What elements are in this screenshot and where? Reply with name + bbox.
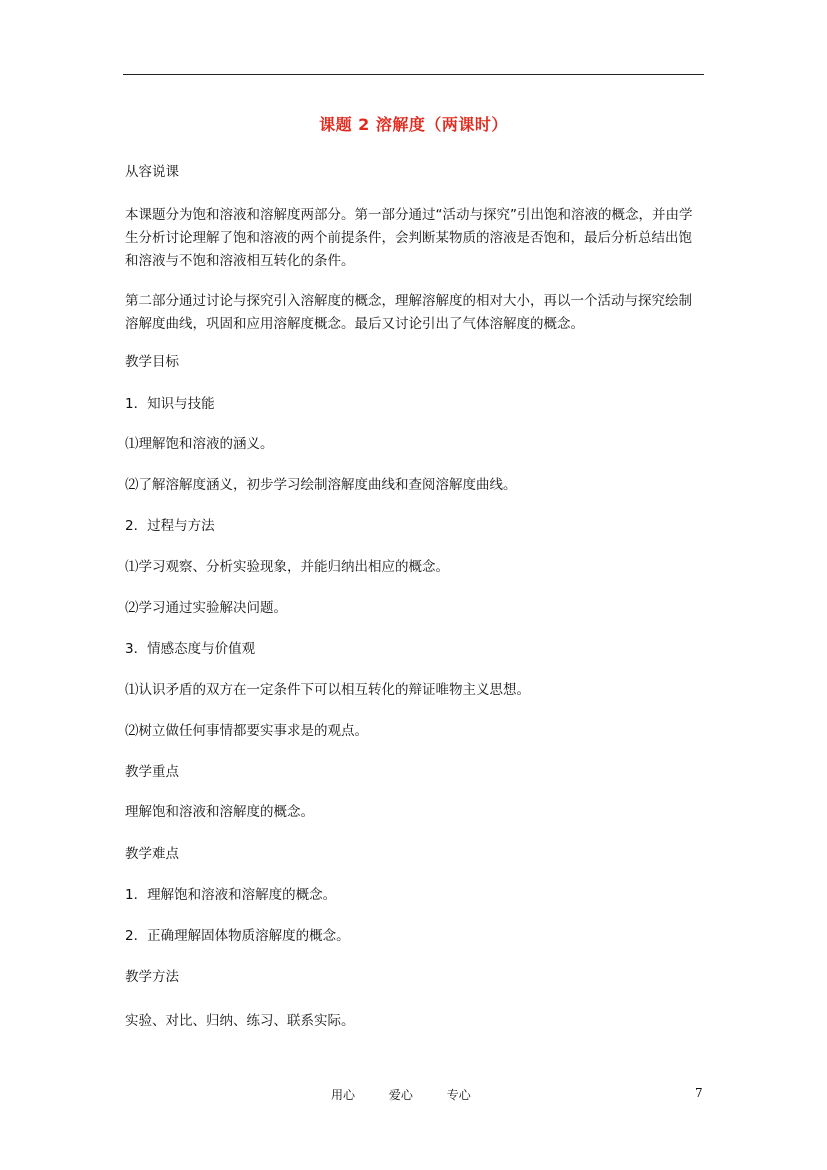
list-heading: 2．过程与方法 [125,518,215,534]
section-heading: 教学难点 [125,846,179,862]
paragraph: 实验、对比、归纳、练习、联系实际。 [125,1013,355,1029]
footer-motto: 专心 [446,1088,471,1102]
list-item: ⑴理解饱和溶液的涵义。 [125,436,274,452]
paragraph: 本课题分为饱和溶液和溶解度两部分。第一部分通过“活动与探究”引出饱和溶液的概念，并由学生分析讨论理解了饱和溶液的两个前提条件，会判断某物质的溶液是否饱和，最后分析总结出饱和溶液与不饱和溶液相互转化的条件。 [125,207,693,269]
header-rule [123,74,704,75]
list-heading: 3．情感态度与价值观 [125,641,256,657]
list-item: 1．理解饱和溶液和溶解度的概念。 [125,887,337,903]
list-item: ⑵了解溶解度涵义，初步学习绘制溶解度曲线和查阅溶解度曲线。 [125,477,517,493]
section-heading: 教学方法 [125,969,179,985]
footer-motto: 爱心 [388,1088,413,1102]
page-number: 7 [695,1086,703,1100]
section-heading: 教学重点 [125,764,179,780]
list-item: ⑵树立做任何事情都要实事求是的观点。 [125,723,368,739]
paragraph: 第二部分通过讨论与探究引入溶解度的概念，理解溶解度的相对大小，再以一个活动与探究绘制溶解度曲线，巩固和应用溶解度概念。最后又讨论引出了气体溶解度的概念。 [125,293,692,332]
list-item: 2．正确理解固体物质溶解度的概念。 [125,928,350,944]
footer-motto: 用心 [331,1088,356,1102]
list-heading: 1．知识与技能 [125,396,215,412]
section-heading: 教学目标 [125,354,179,370]
page-title: 课题 2 溶解度（两课时） [319,115,508,134]
section-heading: 从容说课 [125,164,179,180]
footer-mottos [331,1086,501,1103]
paragraph: 理解饱和溶液和溶解度的概念。 [125,804,314,820]
list-item: ⑴学习观察、分析实验现象，并能归纳出相应的概念。 [125,559,449,575]
list-item: ⑴认识矛盾的双方在一定条件下可以相互转化的辩证唯物主义思想。 [125,682,530,698]
list-item: ⑵学习通过实验解决问题。 [125,600,287,616]
